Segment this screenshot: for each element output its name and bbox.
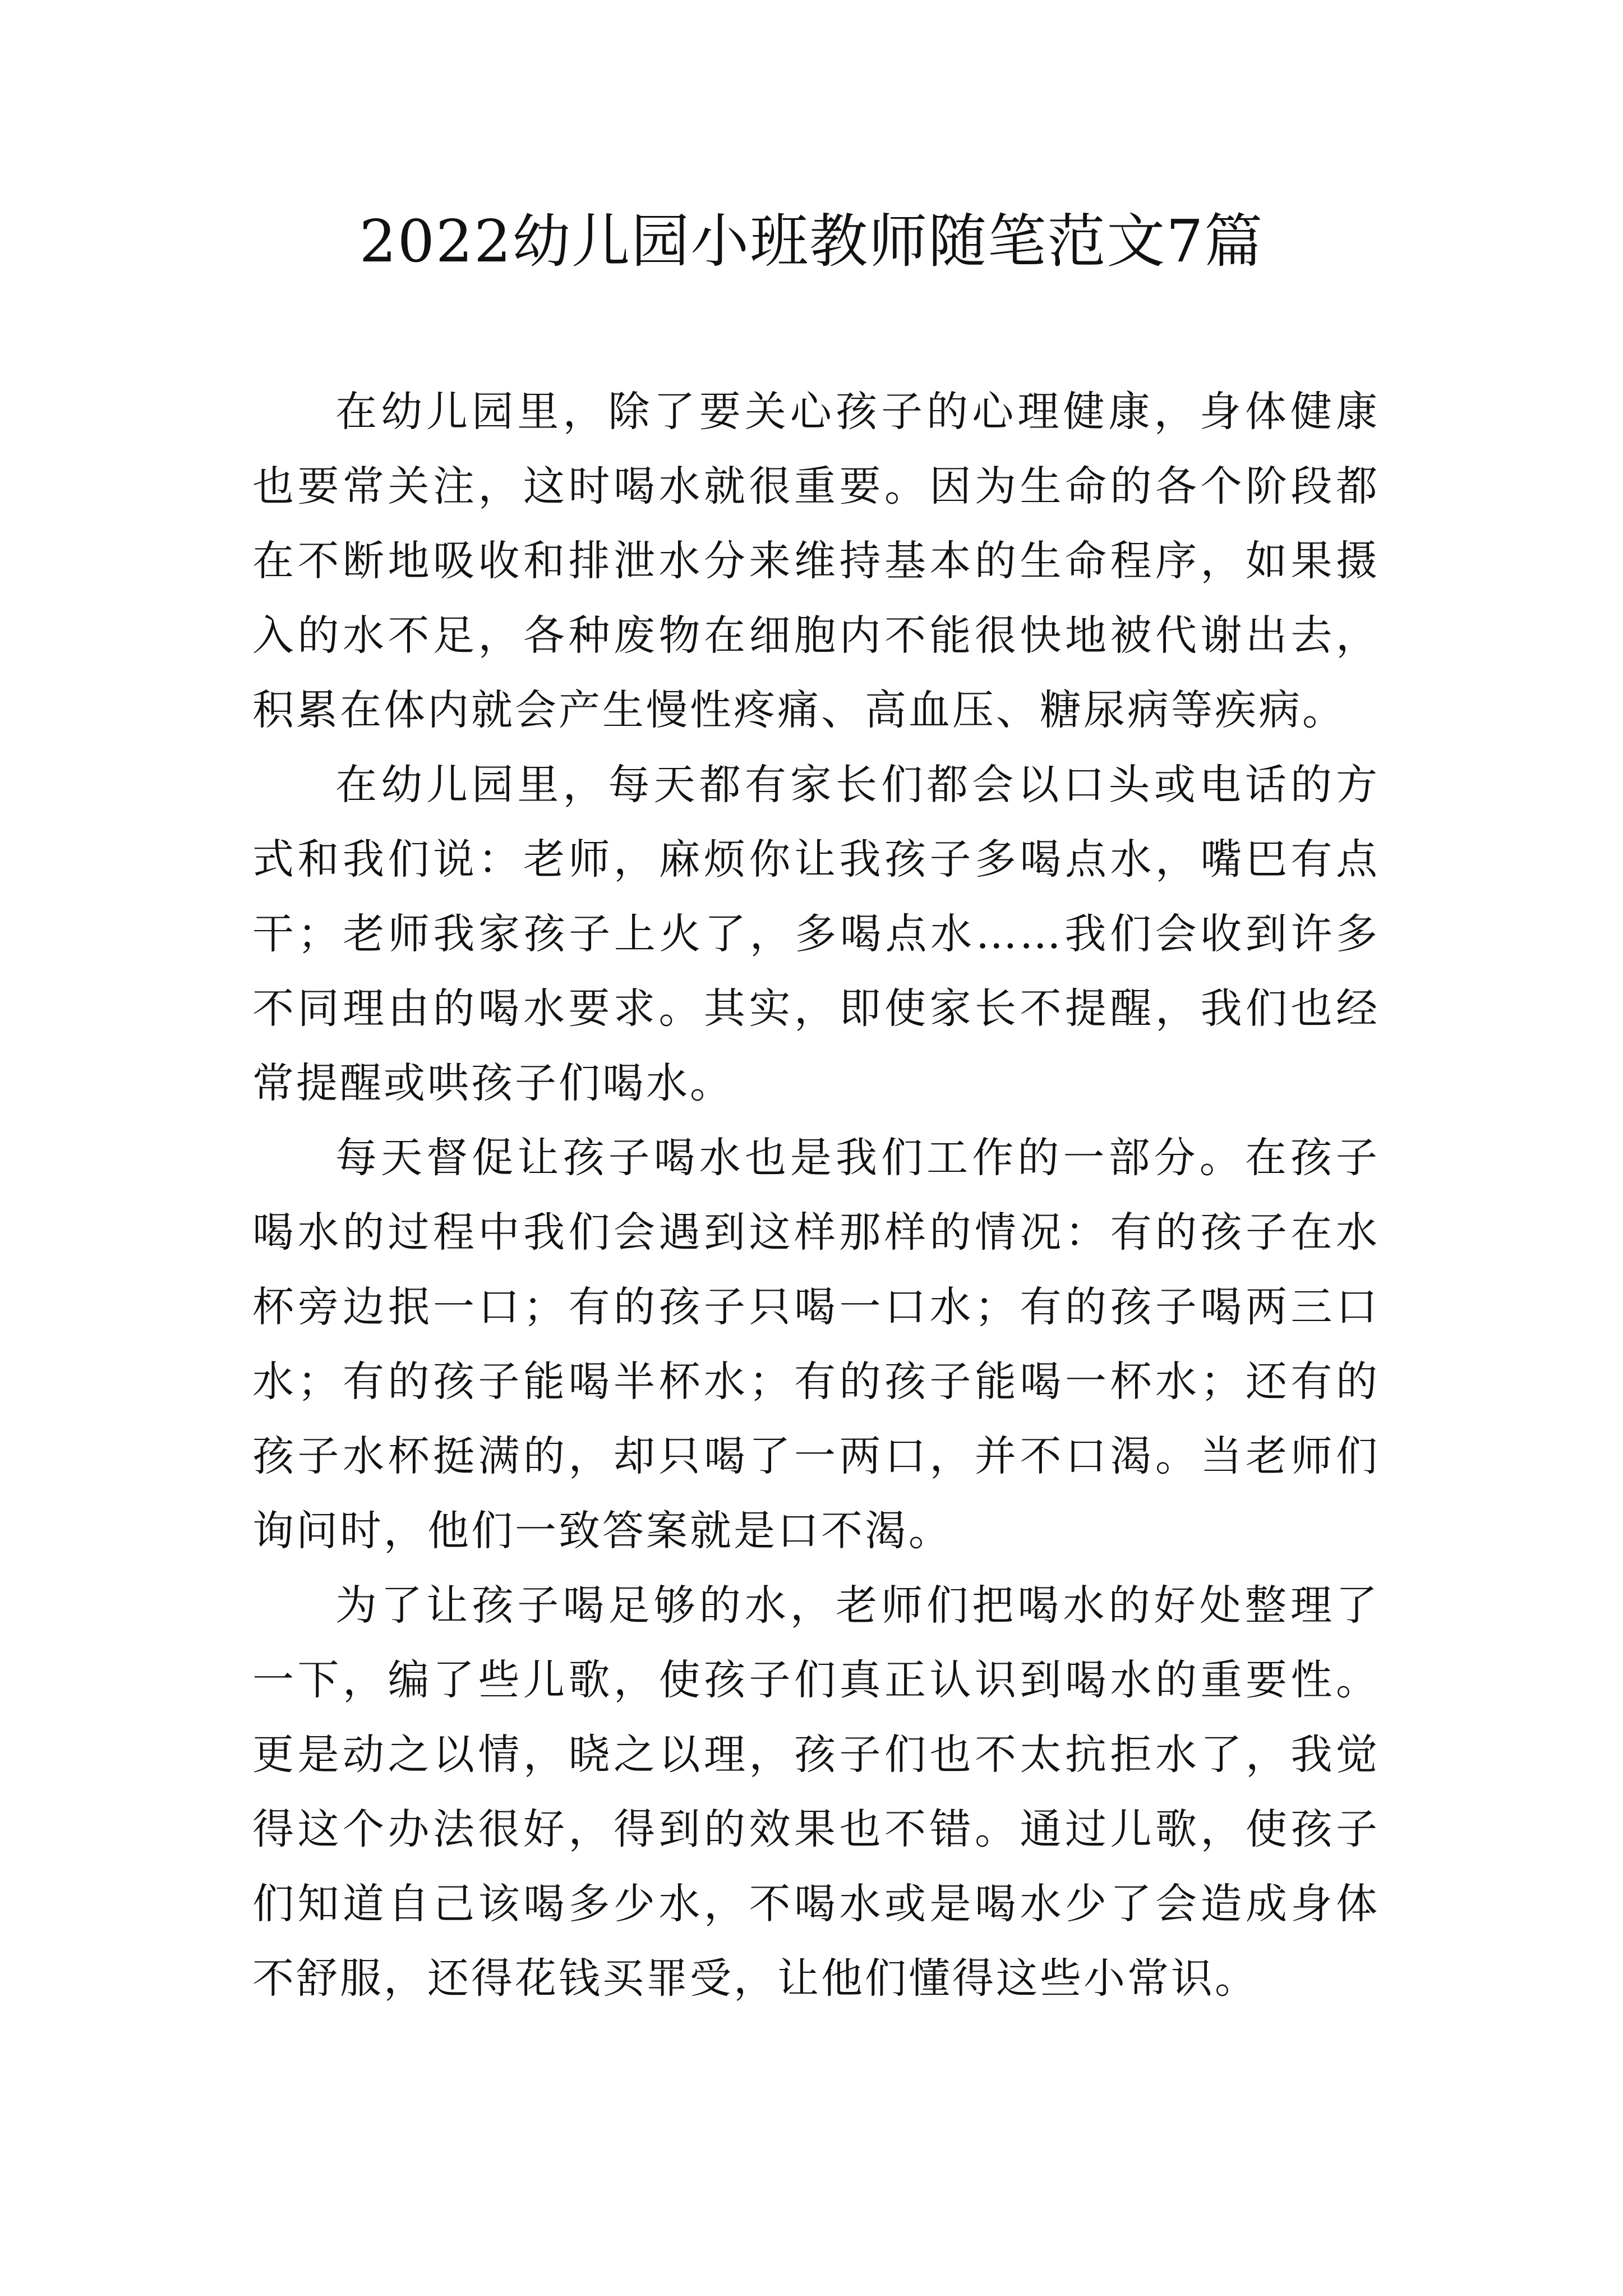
paragraph-2: 在幼儿园里，每天都有家长们都会以口头或电话的方式和我们说：老师，麻烦你让我孩子多喝点水，嘴巴有点干；老师我家孩子上火了，多喝点水……我们会收到许多不同理由的喝水要求。其实，即使家长不提醒，我们也经常提醒或哄孩子们喝水。 xyxy=(252,761,1380,1107)
paragraph-4: 为了让孩子喝足够的水，老师们把喝水的好处整理了一下，编了些儿歌，使孩子们真正认识到喝水的重要性。更是动之以情，晓之以理，孩子们也不太抗拒水了，我觉得这个办法很好，得到的效果也不错。通过儿歌，使孩子们知道自己该喝多少水，不喝水或是喝水少了会造成身体不舒服，还得花钱买罪受，让他们懂得这些小常识。 xyxy=(252,1581,1380,2003)
document-title: 2022幼儿园小班教师随笔范文7篇 xyxy=(359,207,1264,275)
paragraph-3: 每天督促让孩子喝水也是我们工作的一部分。在孩子喝水的过程中我们会遇到这样那样的情况：有的孩子在水杯旁边抿一口；有的孩子只喝一口水；有的孩子喝两三口水；有的孩子能喝半杯水；有的孩子能喝一杯水；还有的孩子水杯挺满的，却只喝了一两口，并不口渴。当老师们询问时，他们一致答案就是口不渴。 xyxy=(252,1134,1380,1555)
document-body xyxy=(252,375,1380,2016)
paragraph-1: 在幼儿园里，除了要关心孩子的心理健康，身体健康也要常关注，这时喝水就很重要。因为生命的各个阶段都在不断地吸收和排泄水分来维持基本的生命程序，如果摄入的水不足，各种废物在细胞内不能很快地被代谢出去，积累在体内就会产生慢性疼痛、高血压、糖尿病等疾病。 xyxy=(252,388,1380,734)
